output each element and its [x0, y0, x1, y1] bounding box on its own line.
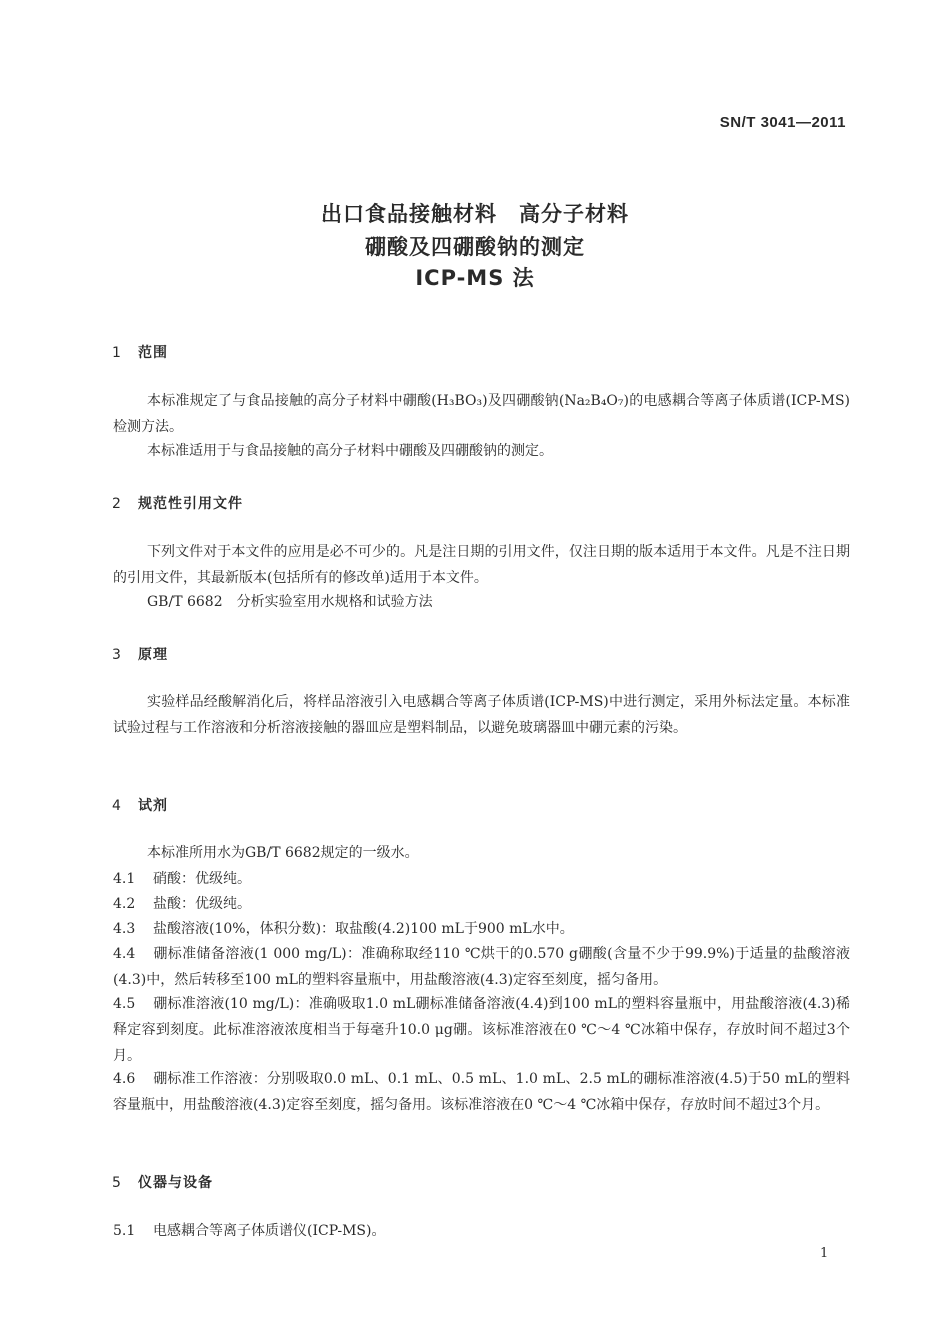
section-4-heading [112, 795, 168, 815]
section-2-heading [112, 493, 243, 513]
clause-number: 4.2 [113, 896, 136, 912]
section-4-paragraph-1: 本标准所用水为GB/T 6682规定的一级水。 [147, 845, 419, 861]
section-title: 规范性引用文件 [138, 496, 243, 512]
clause-number: 4.1 [113, 871, 136, 887]
clause-5-1 [113, 1218, 850, 1244]
clause-text: 硼标准工作溶液：分别吸取0.0 mL、0.1 mL、0.5 mL、1.0 mL、2.5 mL的硼标准溶液(4.5)于50 mL的塑料容量瓶中，用盐酸溶液(4.3)定容至刻度，摇匀备用。该标准溶液在0 ℃～4 ℃冰箱中保存，存放时间不超过3个月。 [113, 1071, 850, 1113]
clause-4-4 [113, 941, 850, 993]
section-title: 范围 [138, 345, 168, 361]
section-number: 3 [112, 647, 122, 663]
section-title: 试剂 [138, 798, 168, 814]
clause-text: 盐酸溶液(10%，体积分数)：取盐酸(4.2)100 mL于900 mL水中。 [153, 921, 574, 937]
section-title: 原理 [138, 647, 168, 663]
clause-4-3 [113, 916, 850, 942]
section-title: 仪器与设备 [138, 1175, 213, 1191]
section-1-paragraph-1: 本标准规定了与食品接触的高分子材料中硼酸(H₃BO₃)及四硼酸钠(Na₂B₄O₇)的电感耦合等离子体质谱(ICP-MS)检测方法。 [113, 393, 850, 435]
standard-number: SN/T 3041—2011 [719, 114, 846, 131]
section-number: 5 [112, 1175, 122, 1191]
section-3-heading [112, 644, 168, 664]
document-title-line-2: 硼酸及四硼酸钠的测定 [365, 235, 585, 259]
clause-4-2 [113, 891, 850, 917]
document-title-line-3: ICP-MS 法 [415, 266, 535, 290]
clause-text: 硝酸：优级纯。 [153, 871, 251, 887]
page-number: 1 [820, 1246, 829, 1261]
section-1-paragraph-2: 本标准适用于与食品接触的高分子材料中硼酸及四硼酸钠的测定。 [147, 443, 553, 459]
clause-text: 硼标准储备溶液(1 000 mg/L)：准确称取经110 ℃烘干的0.570 g硼酸(含量不少于99.9%)于适量的盐酸溶液(4.3)中，然后转移至100 mL的塑料容量瓶中，用盐酸溶液(4.3)定容至刻度，摇匀备用。 [113, 946, 850, 988]
clause-number: 4.5 [113, 996, 136, 1012]
section-number: 2 [112, 496, 122, 512]
clause-4-6 [113, 1066, 850, 1118]
clause-text: 电感耦合等离子体质谱仪(ICP-MS)。 [153, 1223, 386, 1239]
section-2-paragraph-1: 下列文件对于本文件的应用是必不可少的。凡是注日期的引用文件，仅注日期的版本适用于本文件。凡是不注日期的引用文件，其最新版本(包括所有的修改单)适用于本文件。 [113, 544, 850, 586]
section-3-paragraph-1: 实验样品经酸解消化后，将样品溶液引入电感耦合等离子体质谱(ICP-MS)中进行测定，采用外标法定量。本标准试验过程与工作溶液和分析溶液接触的器皿应是塑料制品，以避免玻璃器皿中硼元素的污染。 [113, 694, 850, 736]
clause-number: 4.6 [113, 1071, 136, 1087]
clause-number: 4.3 [113, 921, 136, 937]
clause-text: 盐酸：优级纯。 [153, 896, 251, 912]
section-5-heading [112, 1172, 213, 1192]
section-2-reference: GB/T 6682 分析实验室用水规格和试验方法 [147, 594, 433, 610]
clause-4-5 [113, 991, 850, 1069]
clause-4-1 [113, 866, 850, 892]
document-title-line-1: 出口食品接触材料 高分子材料 [321, 202, 629, 226]
clause-number: 5.1 [113, 1223, 136, 1239]
section-1-heading [112, 342, 168, 362]
clause-text: 硼标准溶液(10 mg/L)：准确吸取1.0 mL硼标准储备溶液(4.4)到100 mL的塑料容量瓶中，用盐酸溶液(4.3)稀释定容到刻度。此标准溶液浓度相当于每毫升10.0 μg硼。该标准溶液在0 ℃～4 ℃冰箱中保存，存放时间不超过3个月。 [113, 996, 850, 1064]
section-number: 4 [112, 798, 122, 814]
clause-number: 4.4 [113, 946, 136, 962]
section-number: 1 [112, 345, 122, 361]
